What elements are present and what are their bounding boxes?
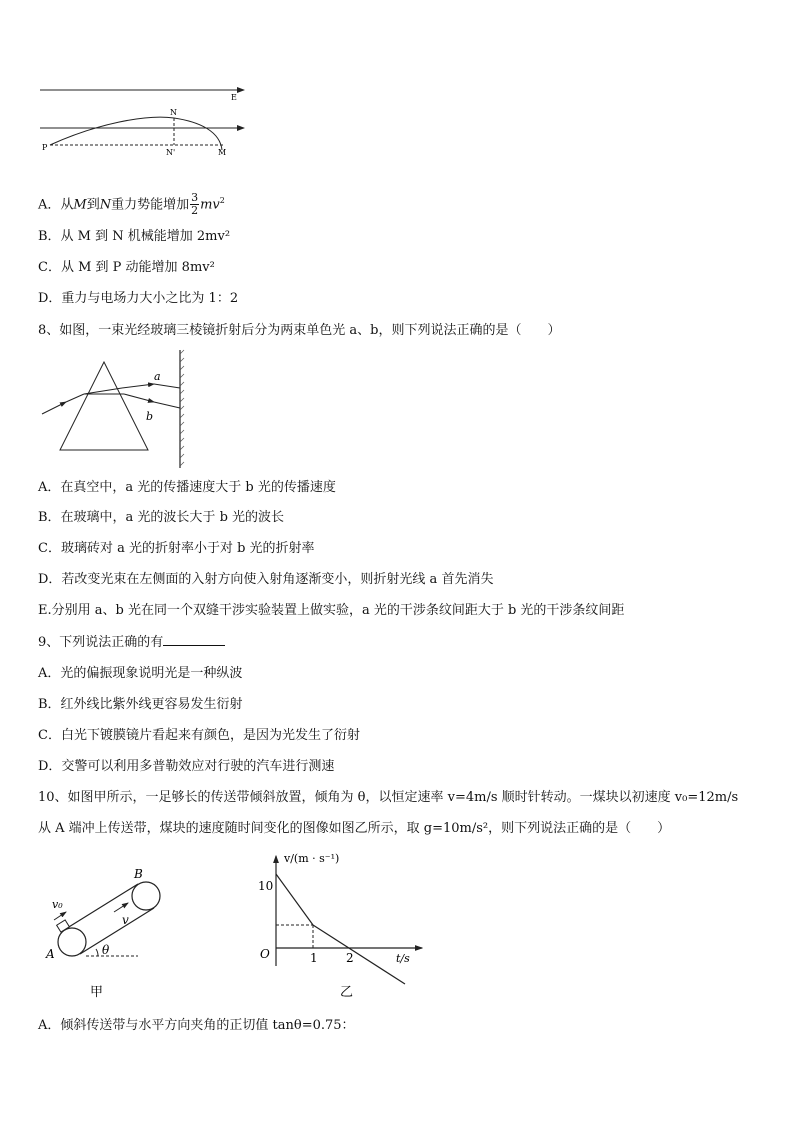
- q9-option-d: D．交警可以利用多普勒效应对行驶的汽车进行测速: [38, 759, 335, 774]
- answer-blank: [163, 633, 225, 646]
- label-P: P: [42, 143, 48, 152]
- belt-label-B: B: [134, 867, 143, 881]
- q7-option-c: C．从 M 到 P 动能增加 8mv²: [38, 260, 215, 275]
- velocity-segment-2: [313, 925, 405, 984]
- label-N-prime: N': [166, 148, 176, 157]
- q9-option-c: C．白光下镀膜镜片看起来有颜色，是因为光发生了衍射: [38, 728, 360, 743]
- belt-label-v0: v₀: [52, 898, 63, 911]
- belt-label-theta: θ: [102, 943, 110, 957]
- figure-caption-jia: 甲: [90, 985, 104, 1000]
- ray-a-label: a: [154, 370, 161, 383]
- graph-tick-1: 1: [310, 951, 318, 965]
- q9-option-a: A．光的偏振现象说明光是一种纵波: [38, 666, 243, 681]
- graph-origin: O: [260, 947, 270, 961]
- q8-option-a: A．在真空中，a 光的传播速度大于 b 光的传播速度: [38, 480, 336, 495]
- q8-option-e: E.分别用 a、b 光在同一个双缝干涉实验装置上做实验，a 光的干涉条纹间距大于 b 光的干涉条纹间距: [38, 603, 625, 618]
- q10-stem-line2: 从 A 端冲上传送带，煤块的速度随时间变化的图像如图乙所示，取 g=10m/s²，则下列说法正确的是（ ）: [38, 821, 671, 836]
- q9-option-b: B．红外线比紫外线更容易发生衍射: [38, 697, 243, 712]
- q8-option-b: B．在玻璃中，a 光的波长大于 b 光的波长: [38, 510, 285, 525]
- q8-stem: 8、如图，一束光经玻璃三棱镜折射后分为两束单色光 a、b，则下列说法正确的是（ ）: [38, 323, 561, 338]
- q9-stem: 9、下列说法正确的有: [38, 633, 225, 652]
- belt-label-A: A: [46, 947, 55, 961]
- electric-field-figure: [36, 84, 256, 158]
- graph-ylabel: v/(m · s⁻¹): [284, 852, 340, 865]
- prism-figure: [36, 348, 196, 472]
- q10-stem-line1: 10、如图甲所示，一足够长的传送带倾斜放置，倾角为 θ，以恒定速率 v=4m/s 顺时针转动。一煤块以初速度 v₀=12m/s: [38, 790, 739, 805]
- q7-option-b: B．从 M 到 N 机械能增加 2mv²: [38, 229, 231, 244]
- fraction: $\frac{3}{2}$: [191, 191, 199, 218]
- label-N: N: [170, 108, 177, 117]
- q8-option-c: C．玻璃砖对 a 光的折射率小于对 b 光的折射率: [38, 541, 315, 556]
- q7-option-d: D．重力与电场力大小之比为 1：2: [38, 291, 239, 306]
- label-E: E: [231, 93, 237, 102]
- graph-tick-10: 10: [258, 879, 274, 893]
- q10-option-a: A．倾斜传送带与水平方向夹角的正切值 tanθ=0.75：: [38, 1018, 355, 1033]
- figure-caption-yi: 乙: [340, 985, 354, 1000]
- conveyor-belt-figure: [40, 860, 190, 1005]
- graph-xlabel: t/s: [396, 952, 410, 965]
- q8-option-d: D．若改变光束在左侧面的入射方向使入射角逐渐变小，则折射光线 a 首先消失: [38, 572, 494, 587]
- velocity-segment-1: [276, 874, 313, 925]
- graph-tick-2: 2: [346, 951, 354, 965]
- ray-b-label: b: [146, 410, 154, 423]
- velocity-time-graph: [252, 848, 432, 1008]
- label-M: M: [218, 148, 227, 157]
- belt-label-v: v: [122, 913, 129, 927]
- q7-option-a: A．从M到N重力势能增加 $\frac{3}{2}$ $mv^2$: [38, 191, 225, 218]
